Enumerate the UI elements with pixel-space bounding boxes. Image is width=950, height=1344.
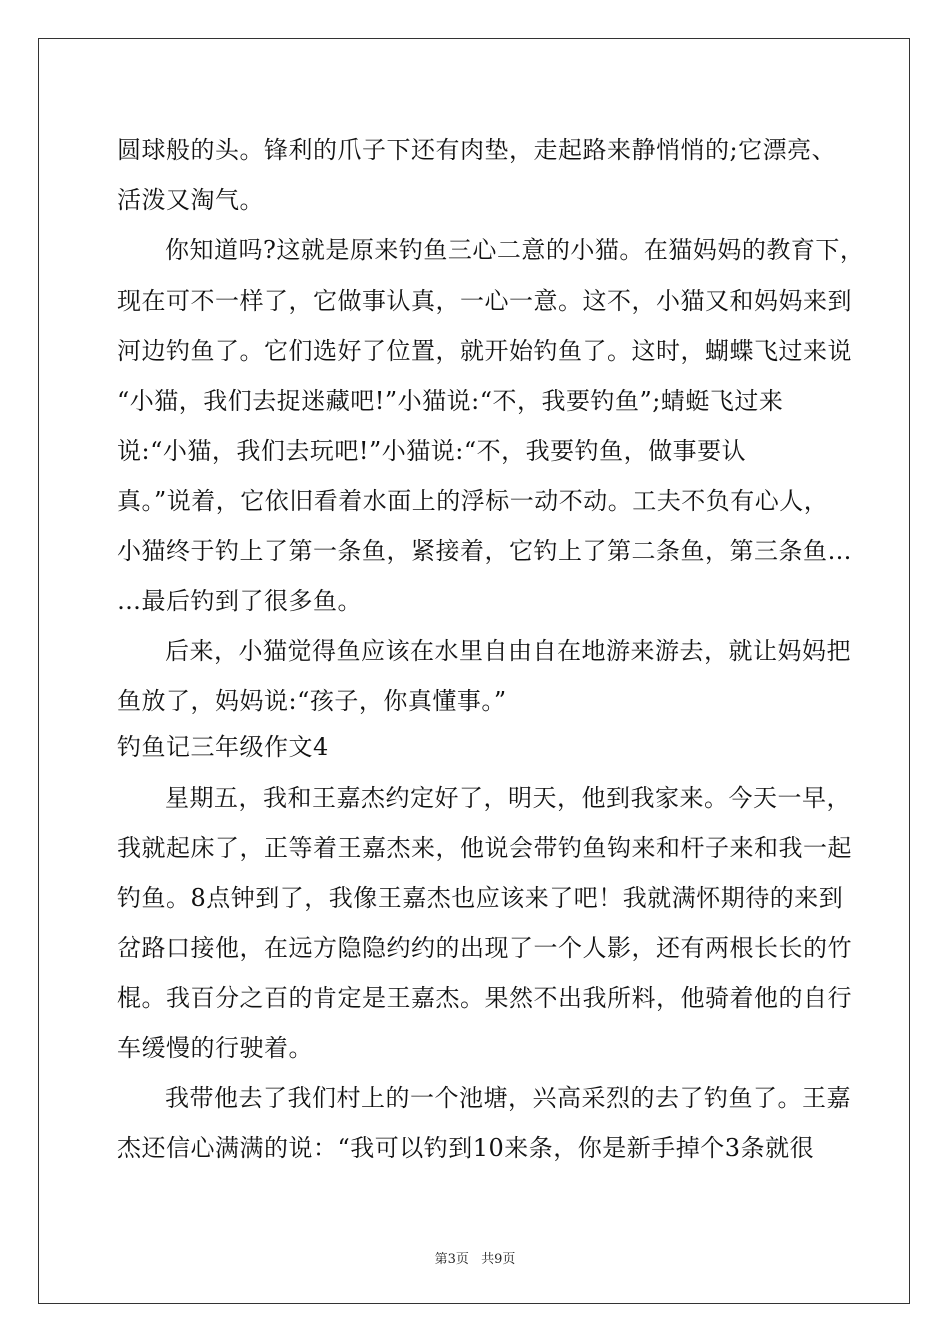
- text-line: 杰还信心满满的说：“我可以钓到10来条，你是新手掉个3条就很: [117, 1134, 815, 1162]
- text-line: 鱼放了，妈妈说:“孩子，你真懂事。”: [117, 687, 507, 715]
- text-line: 真。”说着，它依旧看着水面上的浮标一动不动。工夫不负有心人，: [117, 487, 829, 515]
- page-footer: [0, 1248, 950, 1267]
- page-number: 第3页: [434, 1252, 469, 1267]
- text-line: 你知道吗?这就是原来钓鱼三心二意的小猫。在猫妈妈的教育下，: [165, 236, 865, 264]
- text-line: 星期五，我和王嘉杰约定好了，明天，他到我家来。今天一早，: [165, 784, 851, 812]
- text-line: 岔路口接他，在远方隐隐约约的出现了一个人影，还有两根长长的竹: [117, 934, 852, 962]
- text-line: 车缓慢的行驶着。: [117, 1034, 313, 1062]
- text-line: 我就起床了，正等着王嘉杰来，他说会带钓鱼钩来和杆子来和我一起: [117, 834, 852, 862]
- text-line: 我带他去了我们村上的一个池塘，兴高采烈的去了钓鱼了。王嘉: [165, 1084, 851, 1112]
- text-line: 钓鱼。8点钟到了，我像王嘉杰也应该来了吧！我就满怀期待的来到: [117, 884, 844, 912]
- text-line: “小猫，我们去捉迷藏吧!”小猫说:“不，我要钓鱼”;蜻蜓飞过来: [117, 387, 784, 415]
- text-line: 现在可不一样了，它做事认真，一心一意。这不，小猫又和妈妈来到: [117, 287, 852, 315]
- text-line: …最后钓到了很多鱼。: [117, 587, 362, 615]
- text-line: 棍。我百分之百的肯定是王嘉杰。果然不出我所料，他骑着他的自行: [117, 984, 852, 1012]
- text-line: 圆球般的头。锋利的爪子下还有肉垫，走起路来静悄悄的;它漂亮、: [117, 136, 837, 164]
- text-line: 活泼又淘气。: [117, 186, 264, 214]
- text-line: 河边钓鱼了。它们选好了位置，就开始钓鱼了。这时，蝴蝶飞过来说: [117, 337, 852, 365]
- page-total: 共9页: [481, 1252, 516, 1267]
- text-line: 说:“小猫，我们去玩吧!”小猫说:“不，我要钓鱼，做事要认: [117, 437, 747, 465]
- section-heading: 钓鱼记三年级作文4: [117, 733, 329, 761]
- text-line: 后来，小猫觉得鱼应该在水里自由自在地游来游去，就让妈妈把: [165, 637, 851, 665]
- text-line: 小猫终于钓上了第一条鱼，紧接着，它钓上了第二条鱼，第三条鱼…: [117, 537, 852, 565]
